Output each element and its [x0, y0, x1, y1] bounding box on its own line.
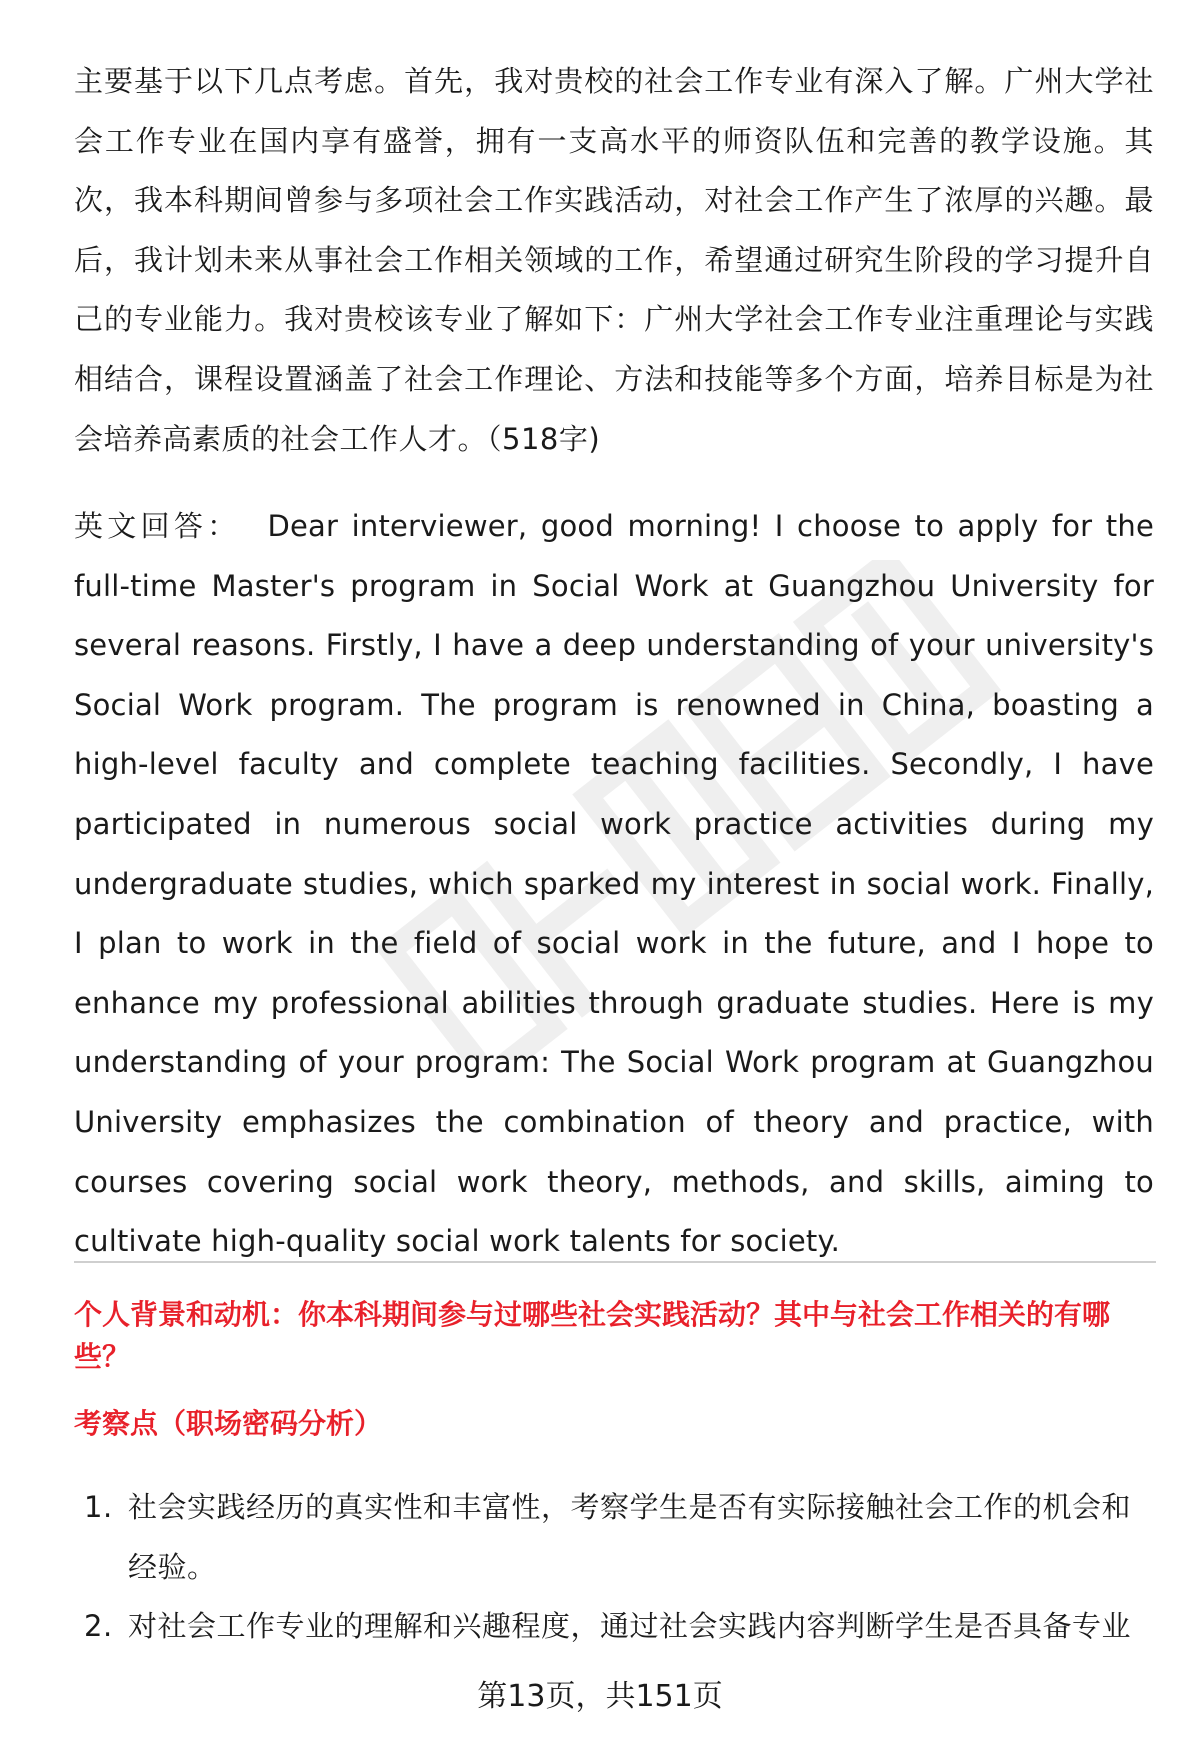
- english-answer-paragraph: [74, 497, 1154, 1272]
- list-item: [74, 1478, 1154, 1597]
- list-item-text: 对社会工作专业的理解和兴趣程度，通过社会实践内容判断学生是否具备专业: [128, 1609, 1132, 1644]
- list-item-number: 1.: [84, 1490, 113, 1524]
- list-item-number: 2.: [84, 1609, 113, 1644]
- list-item: [74, 1597, 1154, 1657]
- section-divider: [74, 1261, 1156, 1263]
- question-heading: 个人背景和动机：你本科期间参与过哪些社会实践活动？其中与社会工作相关的有哪些？: [74, 1298, 1111, 1373]
- list-item-text: 社会实践经历的真实性和丰富性，考察学生是否有实际接触社会工作的机会和经验。: [128, 1490, 1132, 1584]
- page-number-footer: 第13页，共151页: [477, 1679, 723, 1714]
- english-answer-text: Dear interviewer, good morning! I choose to apply for the full-time Master's program in Social Work at Guangzhou University for several reasons. Firstly, I have a deep understanding of your university's Social Work program. The program is renowned in China, boasting a high-level faculty and complete teaching facilities. Secondly, I have participated in numerous social work practice activities during my undergraduate studies, which sparked my interest in social work. Finally, I plan to work in the field of social work in the future, and I hope to enhance my professional abilities through graduate studies. Here is my understanding of your program: The Social Work program at Guangzhou University emphasizes the combination of theory and practice, with courses covering social work theory, methods, and skills, aiming to cultivate high-quality social work talents for society.: [74, 509, 1154, 1259]
- analysis-points-list: [74, 1478, 1154, 1657]
- analysis-heading: 考察点（职场密码分析）: [74, 1407, 383, 1440]
- english-answer-label: 英文回答：: [74, 509, 241, 543]
- chinese-answer-paragraph: 主要基于以下几点考虑。首先，我对贵校的社会工作专业有深入了解。广州大学社会工作专业在国内享有盛誉，拥有一支高水平的师资队伍和完善的教学设施。其次，我本科期间曾参与多项社会工作实践活动，对社会工作产生了浓厚的兴趣。最后，我计划未来从事社会工作相关领域的工作，希望通过研究生阶段的学习提升自己的专业能力。我对贵校该专业了解如下：广州大学社会工作专业注重理论与实践相结合，课程设置涵盖了社会工作理论、方法和技能等多个方面，培养目标是为社会培养高素质的社会工作人才。（518字): [74, 64, 1154, 456]
